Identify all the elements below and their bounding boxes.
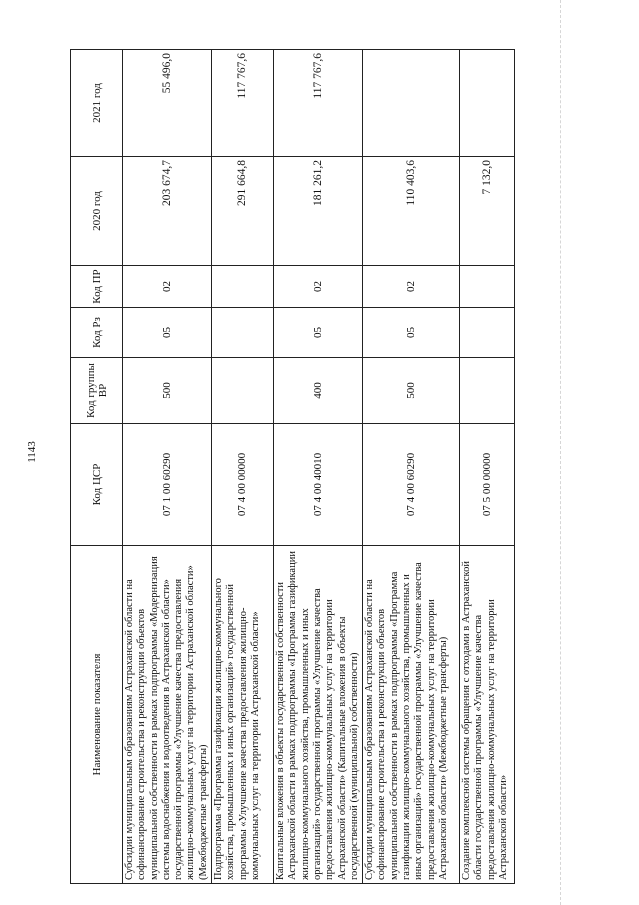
row-2021 [460, 50, 515, 157]
row-vr: 500 [123, 358, 212, 424]
row-name: Субсидии муниципальным образованиям Астраханской области на софинансирование строительства и реконструкции объектов муниципальной собственности в рамках подпрограммы «Модернизация системы водоснабжения и водоотведения в Астраханской области» государственной программы «Улучшение качества предоставления жилищно-коммунальных услуг на территории Астраханской области» (Межбюджетные трансферты) [123, 546, 212, 884]
table-row [274, 50, 363, 884]
row-pr: 02 [363, 266, 460, 308]
column-header-pr: Код ПР [71, 266, 123, 308]
page-fold-line [560, 0, 562, 905]
row-rz [460, 308, 515, 358]
row-rz: 05 [123, 308, 212, 358]
table-row [212, 50, 274, 884]
table-row [363, 50, 460, 884]
column-header-2020: 2020 год [71, 157, 123, 266]
column-header-vr: Код группы ВР [71, 358, 123, 424]
column-header-name: Наименование показателя [71, 546, 123, 884]
row-vr: 400 [274, 358, 363, 424]
table-row [460, 50, 515, 884]
row-name: Создание комплексной системы обращения с отходами в Астраханской области государственной программы «Улучшение качества предоставления жилищно-коммунальных услуг на территории Астраханской области» [460, 546, 515, 884]
budget-table [70, 49, 515, 884]
row-rz: 05 [274, 308, 363, 358]
row-pr [212, 266, 274, 308]
table-header-row [71, 50, 123, 884]
row-2021: 117 767,6 [212, 50, 274, 157]
row-pr: 02 [123, 266, 212, 308]
row-2021: 117 767,6 [274, 50, 363, 157]
row-2020: 291 664,8 [212, 157, 274, 266]
page-number: 1143 [26, 441, 38, 463]
row-name: Капитальные вложения в объекты государственной собственности Астраханской области в рамках подпрограммы «Программа газификации жилищно-коммунального хозяйства, промышленных и иных организаций» государственной программы «Улучшение качества предоставления жилищно-коммунальных услуг на территории Астраханской области» (Капитальные вложения в объекты государственной (муниципальной) собственности) [274, 546, 363, 884]
column-header-csr: Код ЦСР [71, 424, 123, 546]
row-2021: 55 496,0 [123, 50, 212, 157]
row-rz: 05 [363, 308, 460, 358]
row-vr [460, 358, 515, 424]
row-2021 [363, 50, 460, 157]
row-pr: 02 [274, 266, 363, 308]
row-csr: 07 4 00 00000 [212, 424, 274, 546]
row-vr [212, 358, 274, 424]
table-row [123, 50, 212, 884]
row-2020: 181 261,2 [274, 157, 363, 266]
row-2020: 110 403,6 [363, 157, 460, 266]
column-header-2021: 2021 год [71, 50, 123, 157]
row-vr: 500 [363, 358, 460, 424]
row-2020: 7 132,0 [460, 157, 515, 266]
column-header-rz: Код Рз [71, 308, 123, 358]
row-name: Субсидии муниципальным образованиям Астраханской области на софинансирование строительства и реконструкции объектов муниципальной собственности в рамках подпрограммы «Программа газификации жилищно-коммунального хозяйства, промышленных и иных организаций» государственной программы «Улучшение качества предоставления жилищно-коммунальных услуг на территории Астраханской области» (Межбюджетные трансферты) [363, 546, 460, 884]
row-csr: 07 4 00 40010 [274, 424, 363, 546]
row-csr: 07 1 00 60290 [123, 424, 212, 546]
row-csr: 07 5 00 00000 [460, 424, 515, 546]
row-rz [212, 308, 274, 358]
row-csr: 07 4 00 60290 [363, 424, 460, 546]
row-2020: 203 674,7 [123, 157, 212, 266]
rotated-table-container [70, 50, 510, 884]
row-name: Подпрограмма «Программа газификации жилищно-коммунального хозяйства, промышленных и иных организаций» государственной программы «Улучшение качества предоставления жилищно-коммунальных услуг на территории Астраханской области» [212, 546, 274, 884]
row-pr [460, 266, 515, 308]
